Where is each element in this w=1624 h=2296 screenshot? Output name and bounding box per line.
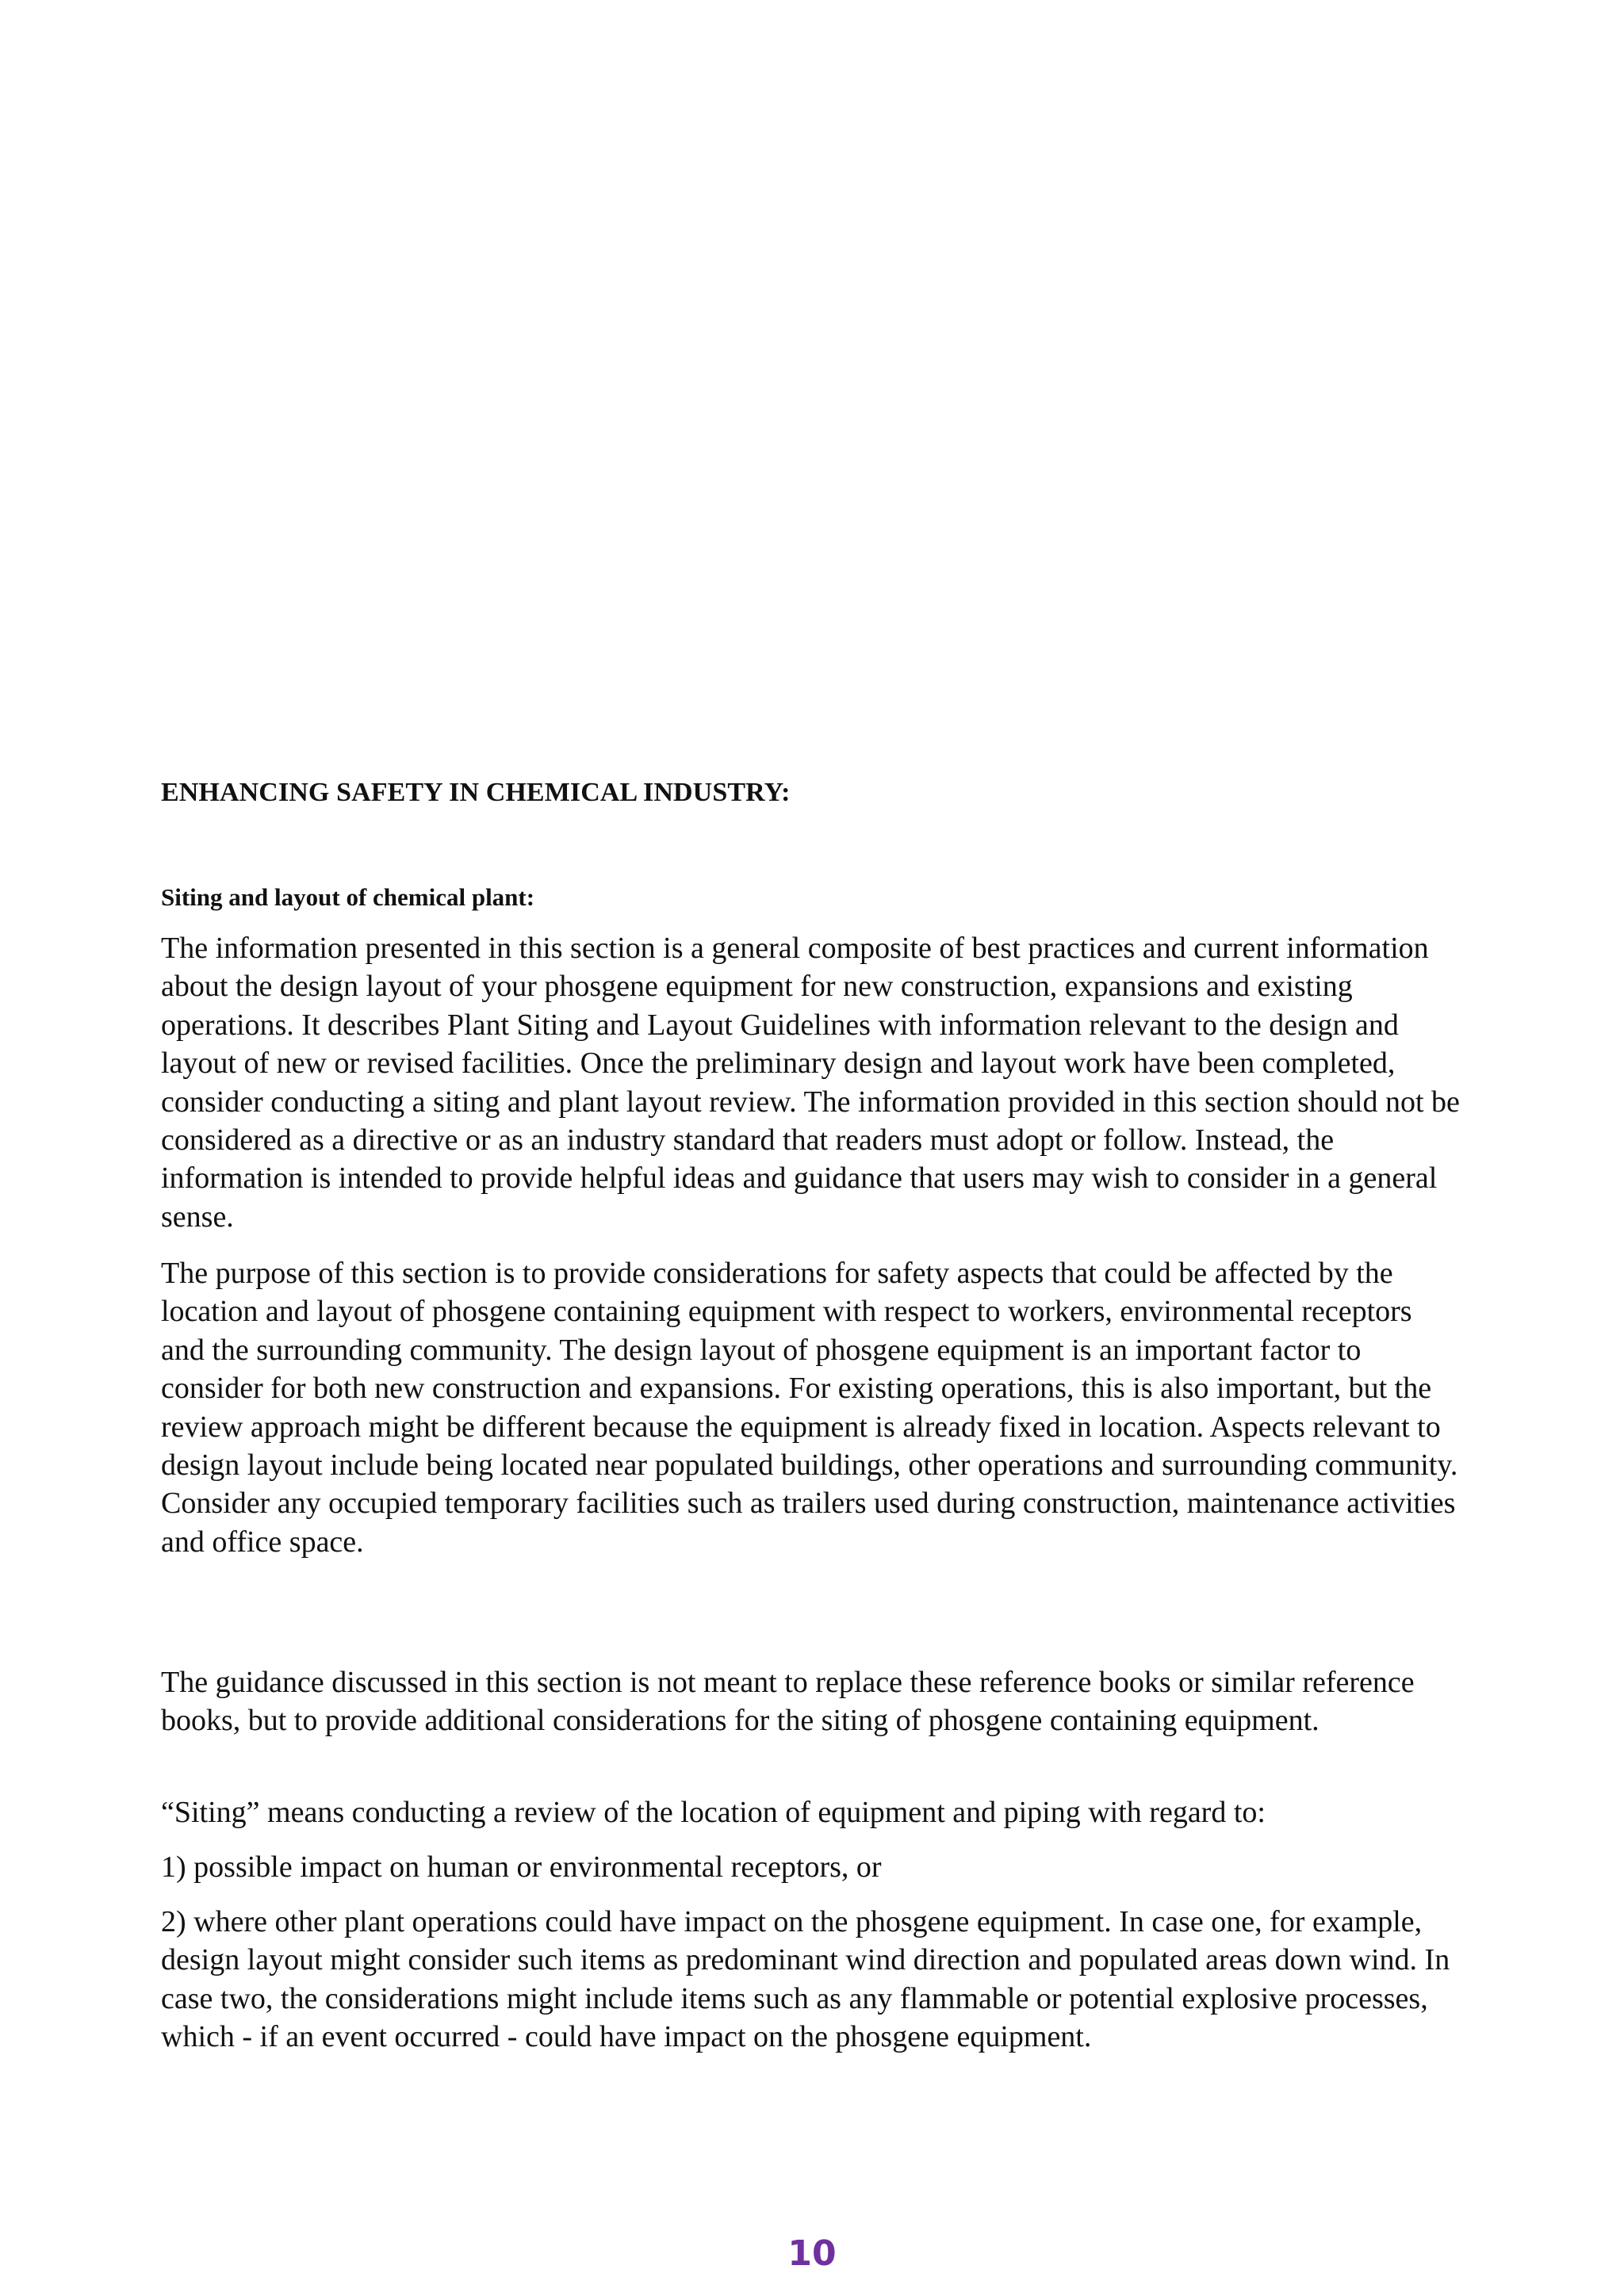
page-number: 10 [787,2233,837,2274]
page-heading: ENHANCING SAFETY IN CHEMICAL INDUSTRY: [161,778,791,807]
paragraph-siting-item-1: 1) possible impact on human or environmental receptors, or [161,1850,882,1884]
paragraph-intro: The information presented in this section is a general composite of best practices and current information about the design layout of your phosgene equipment for new construction, expansions and existing operations. It describes Plant Siting and Layout Guidelines with information relevant to the design and layout of new or revised facilities. Once the preliminary design and layout work have been completed, consider conducting a siting and plant layout review. The information provided in this section should not be considered as a directive or as an industry standard that readers must adopt or follow. Instead, the information is intended to provide helpful ideas and guidance that users may wish to consider in a general sense. [161,932,1460,1234]
paragraph-purpose: The purpose of this section is to provide considerations for safety aspects that could be affected by the location and layout of phosgene containing equipment with respect to workers, environmental receptors and the surrounding community. The design layout of phosgene equipment is an important factor to consider for both new construction and expansions. For existing operations, this is also important, but the review approach might be different because the equipment is already fixed in location. Aspects relevant to design layout include being located near populated buildings, other operations and surrounding community. Consider any occupied temporary facilities such as trailers used during construction, maintenance activities and office space. [161,1257,1458,1559]
paragraph-guidance: The guidance discussed in this section is not meant to replace these reference books or similar reference books, but to provide additional considerations for the siting of phosgene containing equipment. [161,1666,1415,1738]
section-subheading: Siting and layout of chemical plant: [161,883,535,911]
paragraph-siting-definition: “Siting” means conducting a review of the location of equipment and piping with regard to: [161,1796,1266,1829]
paragraph-siting-item-2: 2) where other plant operations could have impact on the phosgene equipment. In case one, for example, design layout might consider such items as predominant wind direction and populated areas down wind. In case two, the considerations might include items such as any flammable or potential explosive processes, which - if an event occurred - could have impact on the phosgene equipment. [161,1905,1450,2054]
